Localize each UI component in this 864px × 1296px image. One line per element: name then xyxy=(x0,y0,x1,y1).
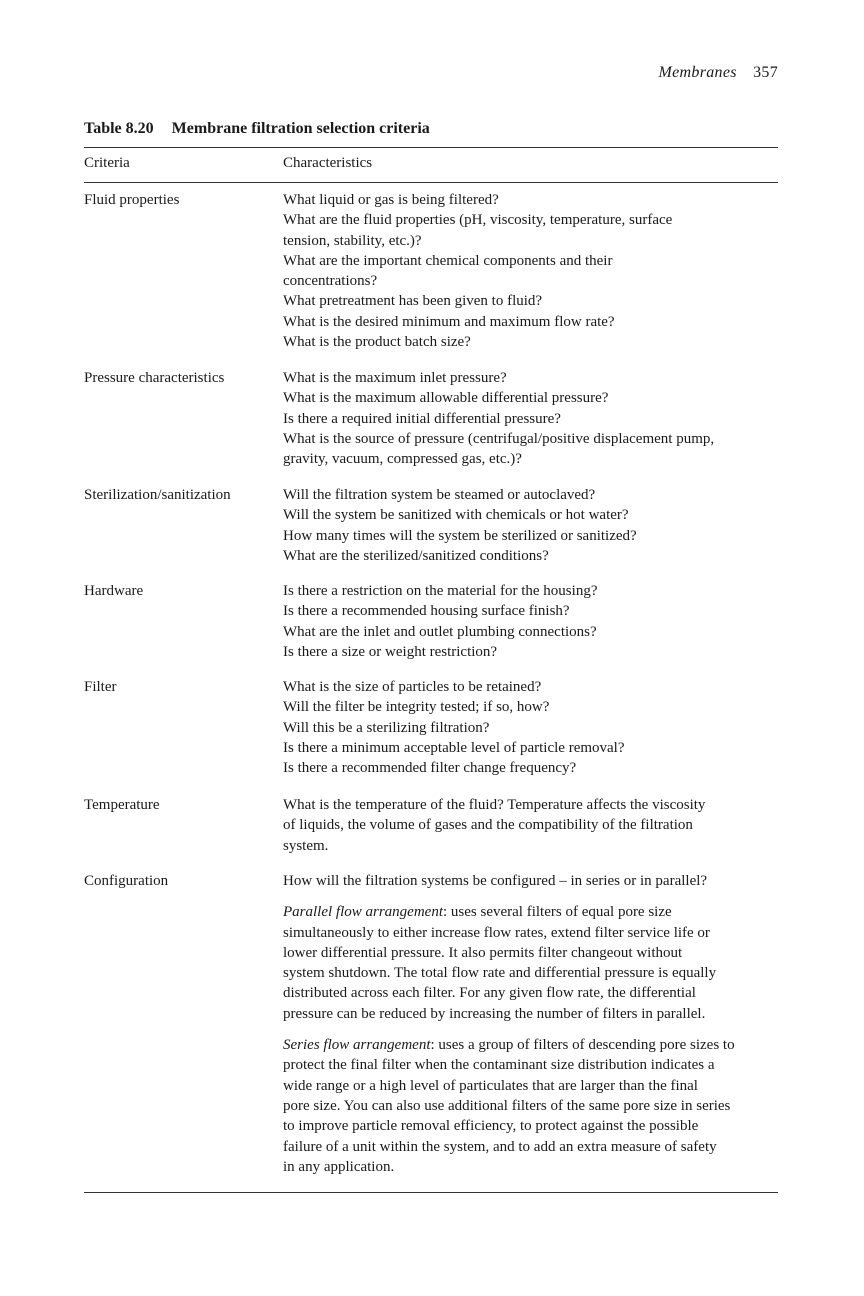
running-head: Membranes xyxy=(658,64,737,81)
question-line: Is there a recommended filter change frequency? xyxy=(283,760,577,777)
paragraph-line: failure of a unit within the system, and to add an extra measure of safety xyxy=(283,1138,717,1155)
table-caption: Membrane filtration selection criteria xyxy=(171,120,430,137)
table-title xyxy=(84,120,430,138)
parallel-term: Parallel flow arrangement xyxy=(283,904,443,921)
page-header xyxy=(659,64,778,82)
paragraph-line xyxy=(283,1035,783,1055)
paragraph-line: wide range or a high level of particulates that are larger than the final xyxy=(283,1077,698,1094)
row-criteria-hardware: Hardware xyxy=(84,583,144,599)
question-line: Will the system be sanitized with chemicals or hot water? xyxy=(283,507,629,524)
paragraph-line: pressure can be reduced by increasing the number of filters in parallel. xyxy=(283,1005,706,1022)
question-line: concentrations? xyxy=(283,273,378,290)
paragraph-line: to improve particle removal efficiency, to protect against the possible xyxy=(283,1118,699,1135)
paragraph-line: distributed across each filter. For any given flow rate, the differential xyxy=(283,985,696,1002)
row-characteristics-configuration xyxy=(283,871,783,1177)
paragraph-line xyxy=(283,902,783,922)
question-line: What is the maximum inlet pressure? xyxy=(283,370,507,386)
series-term: Series flow arrangement xyxy=(283,1037,431,1054)
question-line: What is the maximum allowable differential pressure? xyxy=(283,390,609,407)
question-line: system. xyxy=(283,837,329,854)
row-characteristics-fluid-properties xyxy=(283,190,783,352)
page-number: 357 xyxy=(753,64,778,81)
series-arrangement-paragraph xyxy=(283,1035,783,1177)
question-line: Will this be a sterilizing filtration? xyxy=(283,719,490,736)
parallel-first-line: : uses several filters of equal pore size xyxy=(443,904,672,921)
paragraph-line: pore size. You can also use additional filters of the same pore size in series xyxy=(283,1097,731,1114)
series-first-line: : uses a group of filters of descending pore sizes to xyxy=(430,1037,735,1054)
column-header-characteristics: Characteristics xyxy=(283,155,373,171)
paragraph-line: in any application. xyxy=(283,1158,395,1175)
question-line: How many times will the system be sterilized or sanitized? xyxy=(283,527,637,544)
question-line: What is the desired minimum and maximum flow rate? xyxy=(283,313,615,330)
question-line: Is there a size or weight restriction? xyxy=(283,643,498,660)
question-line: What liquid or gas is being filtered? xyxy=(283,192,499,208)
row-criteria-sterilization: Sterilization/sanitization xyxy=(84,487,231,503)
question-line: Is there a restriction on the material for the housing? xyxy=(283,583,598,599)
question-line: How will the filtration systems be configured – in series or in parallel? xyxy=(283,873,708,889)
row-characteristics-temperature xyxy=(283,795,783,856)
row-criteria-pressure-characteristics: Pressure characteristics xyxy=(84,370,225,386)
row-criteria-fluid-properties: Fluid properties xyxy=(84,192,180,208)
question-line: What is the source of pressure (centrifugal/positive displacement pump, xyxy=(283,430,715,447)
paragraph-line: system shutdown. The total flow rate and differential pressure is equally xyxy=(283,965,717,982)
row-criteria-temperature: Temperature xyxy=(84,797,160,813)
table-bottom-rule xyxy=(84,1192,778,1193)
column-header-criteria: Criteria xyxy=(84,155,130,171)
row-criteria-filter: Filter xyxy=(84,679,117,695)
paragraph-line: protect the final filter when the contaminant size distribution indicates a xyxy=(283,1057,715,1074)
question-line: Will the filtration system be steamed or autoclaved? xyxy=(283,487,596,503)
question-line: Is there a recommended housing surface finish? xyxy=(283,603,570,620)
question-line: What are the inlet and outlet plumbing connections? xyxy=(283,623,597,640)
question-line: Is there a required initial differential pressure? xyxy=(283,410,561,427)
table-header-rule xyxy=(84,182,778,183)
question-line: Is there a minimum acceptable level of particle removal? xyxy=(283,739,625,756)
configuration-question xyxy=(283,871,783,891)
paragraph-line: lower differential pressure. It also permits filter changeout without xyxy=(283,944,683,961)
question-line: What pretreatment has been given to fluid? xyxy=(283,293,543,310)
paragraph-line: simultaneously to either increase flow rates, extend filter service life or xyxy=(283,924,710,941)
parallel-arrangement-paragraph xyxy=(283,902,783,1024)
question-line: of liquids, the volume of gases and the compatibility of the filtration xyxy=(283,817,693,834)
question-line: Will the filter be integrity tested; if so, how? xyxy=(283,699,550,716)
question-line: What are the fluid properties (pH, viscosity, temperature, surface xyxy=(283,212,673,229)
table-top-rule xyxy=(84,147,778,148)
question-line: What are the sterilized/sanitized conditions? xyxy=(283,547,549,564)
row-characteristics-sterilization xyxy=(283,485,783,566)
question-line: What are the important chemical components and their xyxy=(283,252,613,269)
question-line: tension, stability, etc.)? xyxy=(283,232,422,249)
row-characteristics-hardware xyxy=(283,581,783,662)
question-line: gravity, vacuum, compressed gas, etc.)? xyxy=(283,451,522,468)
question-line: What is the size of particles to be retained? xyxy=(283,679,542,695)
table-number: Table 8.20 xyxy=(84,120,154,137)
row-characteristics-filter xyxy=(283,677,783,778)
row-criteria-configuration: Configuration xyxy=(84,873,169,889)
row-characteristics-pressure xyxy=(283,368,783,469)
question-line: What is the product batch size? xyxy=(283,334,471,351)
question-line: What is the temperature of the fluid? Temperature affects the viscosity xyxy=(283,797,706,813)
